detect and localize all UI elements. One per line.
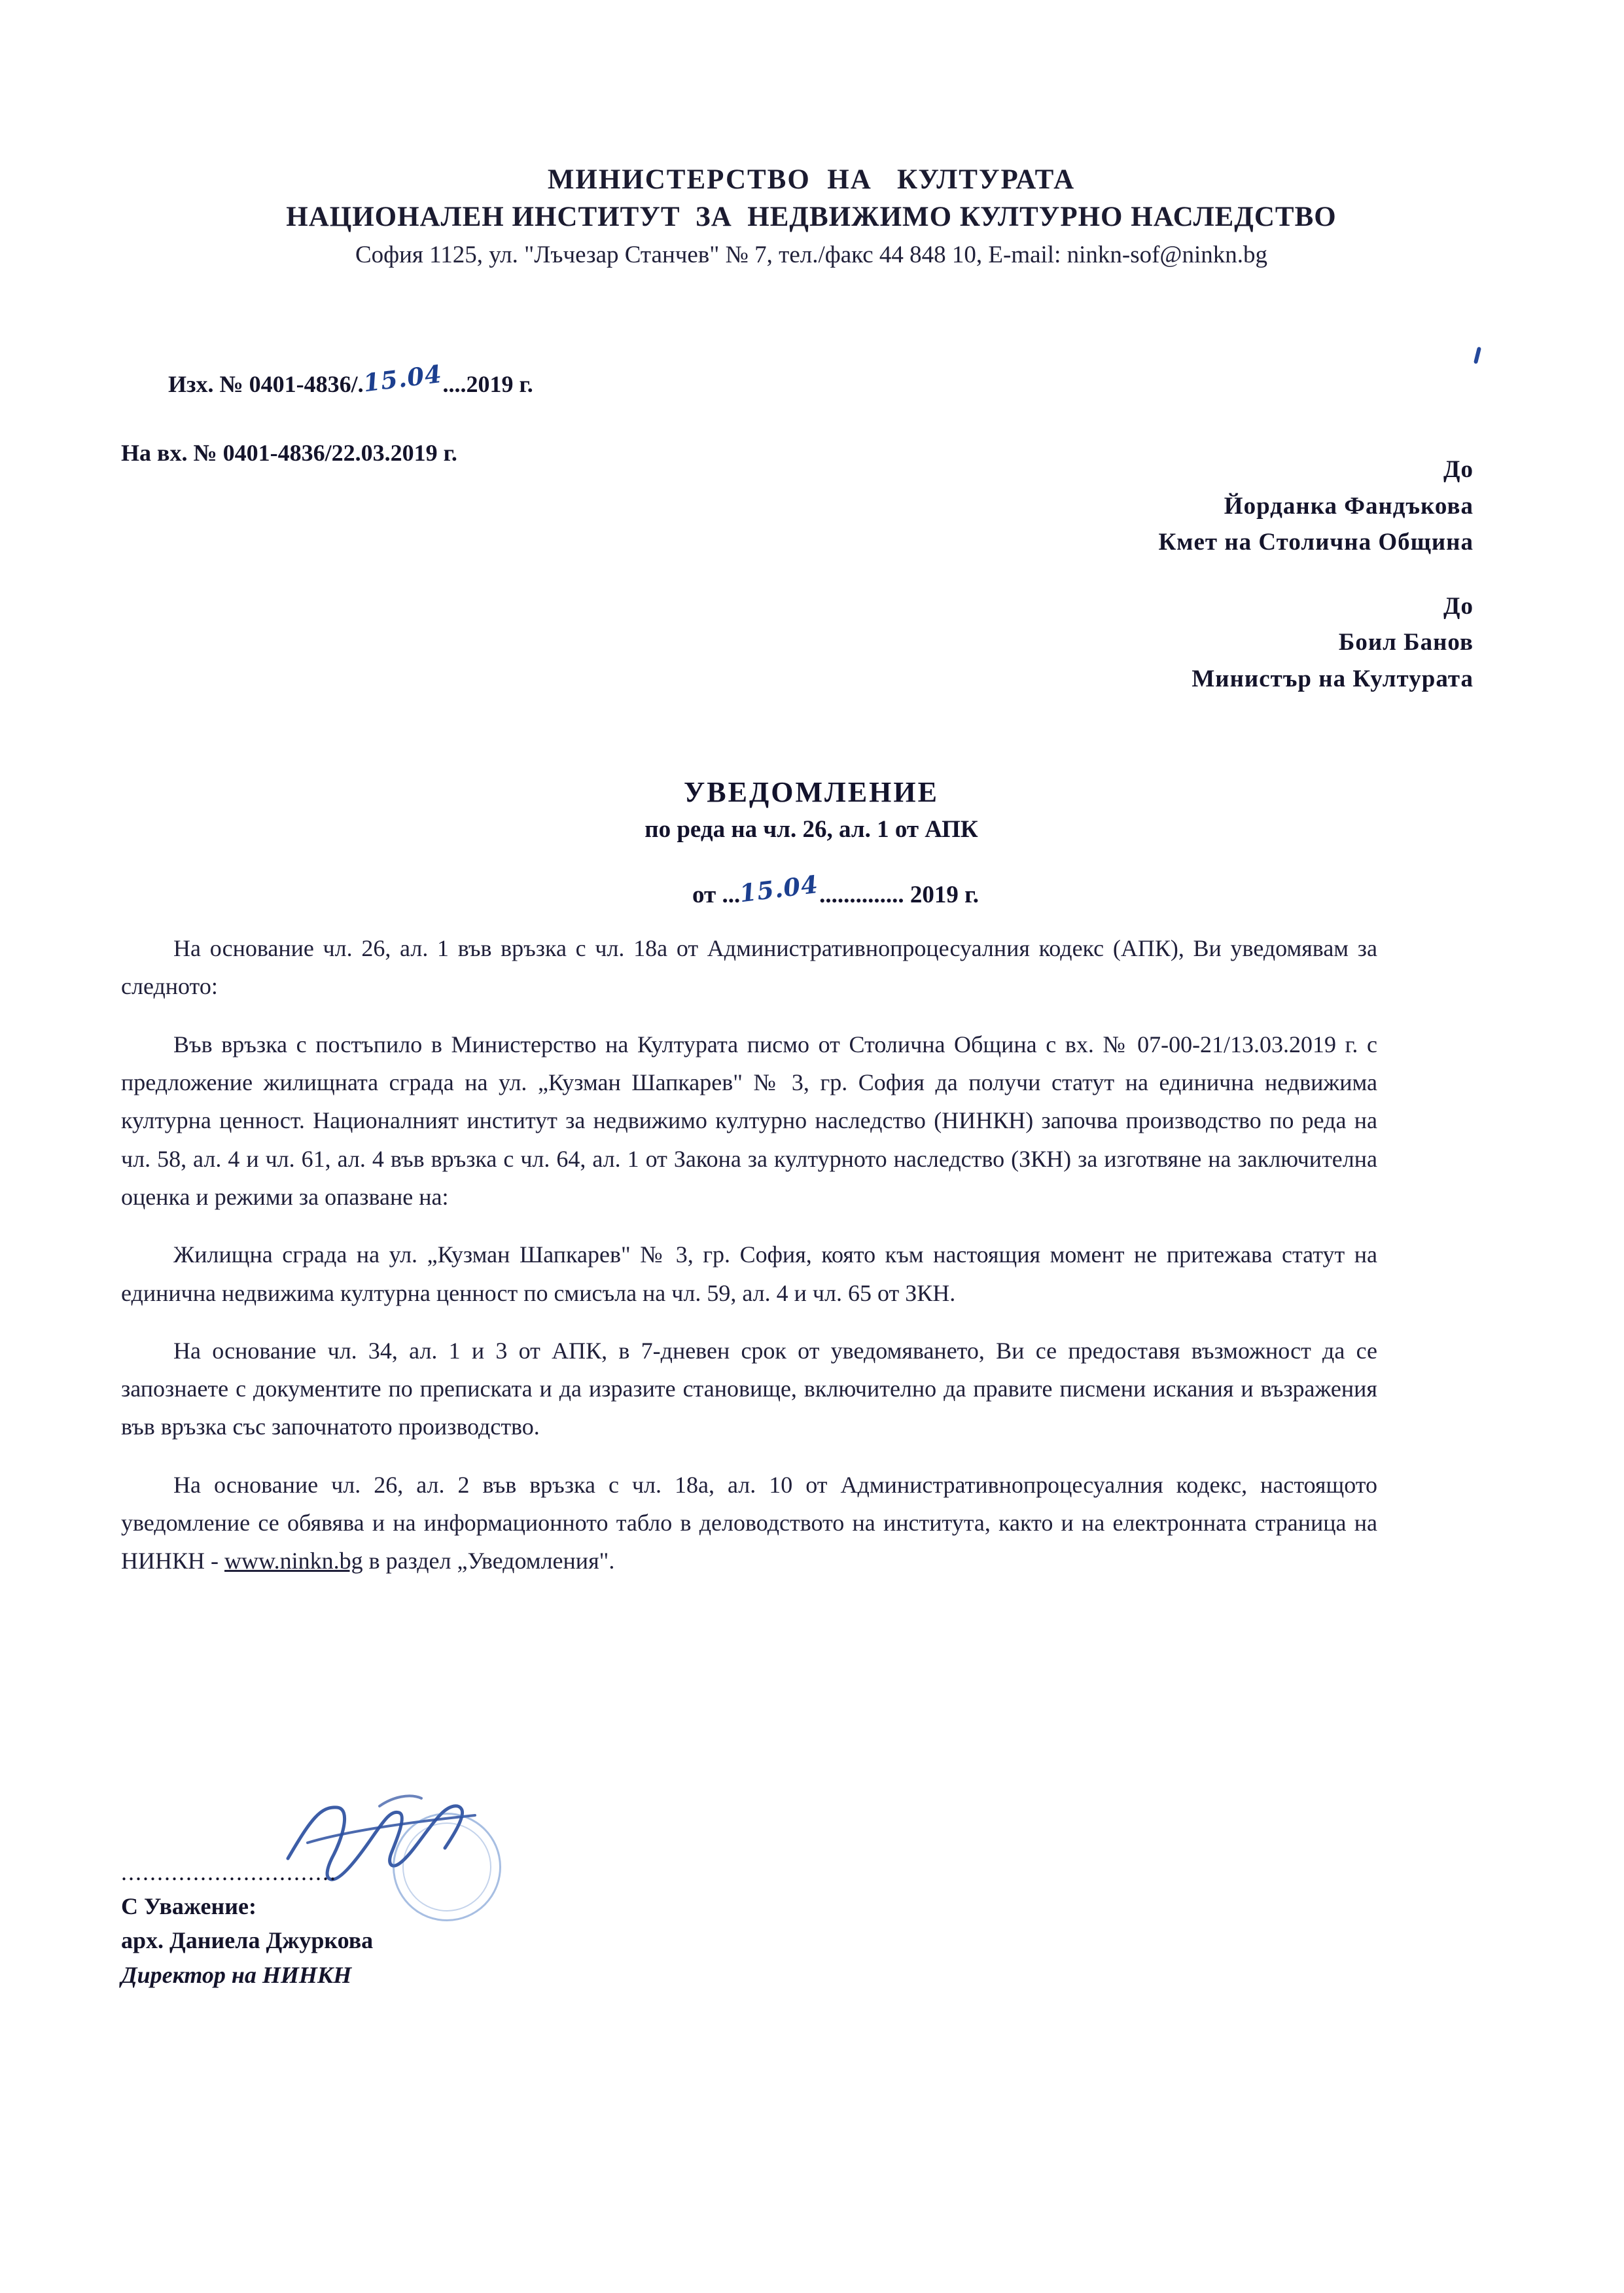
signature-dotted-line: .............................. — [121, 1859, 337, 1885]
ministry-title: МИНИСТЕРСТВО НА КУЛТУРАТА — [547, 164, 1076, 195]
paragraph-5 — [121, 1466, 1377, 1580]
stamp-ring-icon — [383, 1803, 512, 1932]
addressee-1-to: До — [1443, 456, 1474, 483]
title-handwritten-date: 15.04 — [737, 869, 821, 908]
paragraph-2: Във връзка с постъпило в Министерство на Културата писмо от Столична Община с вх. № 07-00-21/13.03.2019 г. с предложение жилищната сграда на ул. „Кузман Шапкарев" № 3, гр. София да получи статут на единична недвижима културна ценност. Националният институт за недвижимо културно наследство (НИНКН) започва производство по реда на чл. 58, ал. 4 и чл. 61, ал. 4 във връзка с чл. 64, ал. 1 от Закона за културното наследство (ЗКН) за изготвяне на заключителна оценка и режими за опазване на: — [121, 1031, 1377, 1210]
signature-greeting: С Уважение: — [121, 1893, 256, 1920]
page-title: УВЕДОМЛЕНИЕ — [684, 776, 939, 808]
paragraph-4: На основание чл. 34, ал. 1 и 3 от АПК, в 7-дневен срок от уведомяването, Ви се предоставя възможност да се запознаете с документите по преписката и да изразите становище, включително да правите писмени искания и възражения във връзка със започнатото производство. — [121, 1337, 1377, 1440]
ninkn-website-link[interactable]: www.ninkn.bg — [224, 1548, 363, 1574]
addressee-2-to: До — [1443, 592, 1474, 620]
addressee-2-role: Министър на Културата — [1192, 665, 1474, 692]
signer-role: Директор на НИНКН — [121, 1961, 352, 1988]
title-date-suffix: .............. 2019 г. — [819, 881, 979, 908]
signer-name: арх. Даниела Джуркова — [121, 1927, 374, 1954]
outgoing-prefix: Изх. № 0401-4836/. — [168, 371, 364, 398]
addressee-1-name: Йорданка Фандъкова — [1224, 492, 1474, 520]
ink-mark-icon — [1474, 347, 1481, 364]
outgoing-handwritten-date: 15.04 — [361, 359, 444, 398]
body-text — [121, 929, 1377, 1580]
paragraph-5-before-link: На основание чл. 26, ал. 2 във връзка с чл. 18а, ал. 10 от Административнопроцесуалния кодекс, настоящото уведомление се обявява и на информационното табло в деловодството на института, както и на електронната страница на НИНКН - — [121, 1471, 1377, 1574]
addressee-1 — [1158, 452, 1474, 561]
signature-block — [121, 1855, 373, 1992]
contact-line: София 1125, ул. "Лъчезар Станчев" № 7, тел./факс 44 848 10, E-mail: ninkn-sof@ninkn.bg — [355, 241, 1268, 268]
outgoing-reference — [121, 332, 533, 436]
addressee-2 — [1158, 588, 1474, 698]
title-date-line — [131, 851, 1492, 937]
paragraph-5-after-link: в раздел „Уведомления". — [362, 1548, 615, 1574]
addressee-2-name: Боил Банов — [1338, 629, 1474, 656]
document-title-block — [131, 775, 1492, 937]
paragraph-3: Жилищна сграда на ул. „Кузман Шапкарев" № 3, гр. София, която към настоящия момент не притежава статут на единична недвижима културна ценност по смисъла на чл. 59, ал. 4 и чл. 65 от ЗКН. — [121, 1241, 1377, 1306]
addressee-block — [1158, 452, 1474, 697]
outgoing-suffix: ....2019 г. — [442, 371, 533, 398]
incoming-reference: На вх. № 0401-4836/22.03.2019 г. — [121, 440, 457, 467]
institute-title: НАЦИОНАЛЕН ИНСТИТУТ ЗА НЕДВИЖИМО КУЛТУРНО НАСЛЕДСТВО — [286, 202, 1337, 232]
reference-block — [121, 332, 533, 470]
addressee-1-role: Кмет на Столична Община — [1158, 529, 1474, 556]
title-subtitle: по реда на чл. 26, ал. 1 от АПК — [644, 816, 978, 843]
paragraph-1: На основание чл. 26, ал. 1 във връзка с чл. 18а от Административнопроцесуалния кодекс (АПК), Ви уведомявам за следното: — [121, 935, 1377, 1000]
letterhead — [131, 164, 1492, 269]
title-date-prefix: от ... — [692, 881, 741, 908]
